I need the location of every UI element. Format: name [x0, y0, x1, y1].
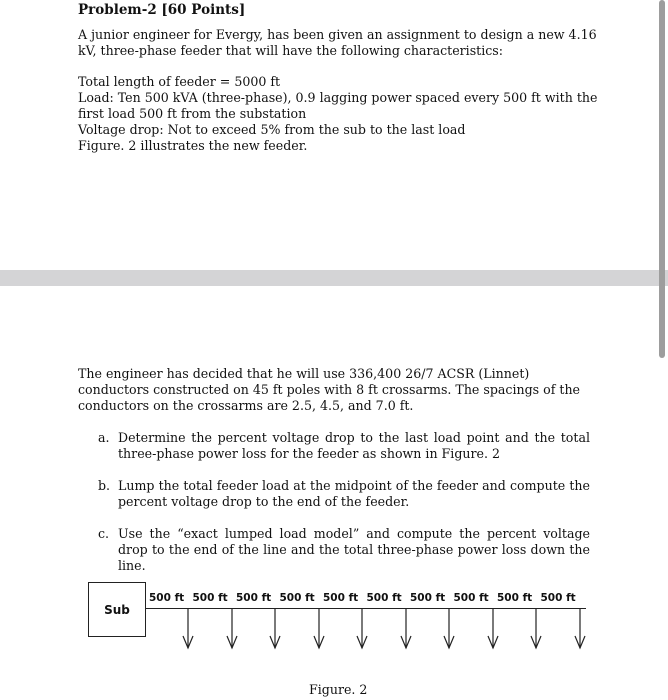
load-arrow-icon	[313, 608, 325, 650]
load-arrow-icon	[530, 608, 542, 650]
problem-title: Problem-2 [60 Points]	[78, 2, 246, 18]
conductor-paragraph: The engineer has decided that he will use 336,400 26/7 ACSR (Linnet) conductors constructed on 45 ft poles with 8 ft crossarms. The spacings of the conductors on the crossarms are 2.5, 4.5, and 7.0 ft.	[78, 366, 581, 413]
feeder-specs	[78, 74, 598, 154]
load-arrow-icon	[400, 608, 412, 650]
question-letter: b.	[98, 478, 111, 493]
segment-length-label: 500 ft	[497, 592, 533, 604]
load-arrow-icon	[487, 608, 499, 650]
substation-box	[88, 582, 146, 637]
load-arrow-icon	[182, 608, 194, 650]
segment-length-label: 500 ft	[236, 592, 272, 604]
feeder-diagram	[88, 582, 588, 662]
segment-length-label: 500 ft	[540, 592, 576, 604]
segment-length-label: 500 ft	[279, 592, 315, 604]
segment-length-label: 500 ft	[323, 592, 359, 604]
load-arrow-icon	[269, 608, 281, 650]
question-b	[98, 478, 590, 510]
spec-load: Load: Ten 500 kVA (three-phase), 0.9 lagging power spaced every 500 ft with the first load 500 ft from the substation	[78, 90, 598, 121]
load-arrow-icon	[574, 608, 586, 650]
question-text: Use the “exact lumped load model” and compute the percent voltage drop to the end of the line and the total three-phase power loss down the line.	[118, 526, 590, 573]
segment-length-label: 500 ft	[149, 592, 185, 604]
segment-length-label: 500 ft	[366, 592, 402, 604]
question-letter: c.	[98, 526, 110, 541]
question-letter: a.	[98, 430, 110, 445]
substation-label: Sub	[104, 602, 130, 617]
figure-caption: Figure. 2	[309, 682, 368, 697]
problem-intro: A junior engineer for Evergy, has been given an assignment to design a new 4.16 kV, three-phase feeder that will have the following characteristics:	[78, 27, 597, 58]
load-arrow-icon	[226, 608, 238, 650]
page-separator	[0, 270, 668, 286]
segment-length-label: 500 ft	[453, 592, 489, 604]
question-c	[98, 526, 590, 574]
segment-length-label: 500 ft	[410, 592, 446, 604]
question-text: Determine the percent voltage drop to the last load point and the total three-phase power loss for the feeder as shown in Figure. 2	[118, 430, 590, 461]
question-text: Lump the total feeder load at the midpoint of the feeder and compute the percent voltage drop to the end of the feeder.	[118, 478, 590, 509]
spec-figure-ref: Figure. 2 illustrates the new feeder.	[78, 138, 308, 153]
segment-length-label: 500 ft	[192, 592, 228, 604]
spec-length: Total length of feeder = 5000 ft	[78, 74, 281, 89]
load-arrow-icon	[443, 608, 455, 650]
spec-voltage-drop: Voltage drop: Not to exceed 5% from the sub to the last load	[78, 122, 466, 137]
load-arrow-icon	[356, 608, 368, 650]
question-a	[98, 430, 590, 462]
vertical-scrollbar[interactable]	[659, 0, 665, 358]
